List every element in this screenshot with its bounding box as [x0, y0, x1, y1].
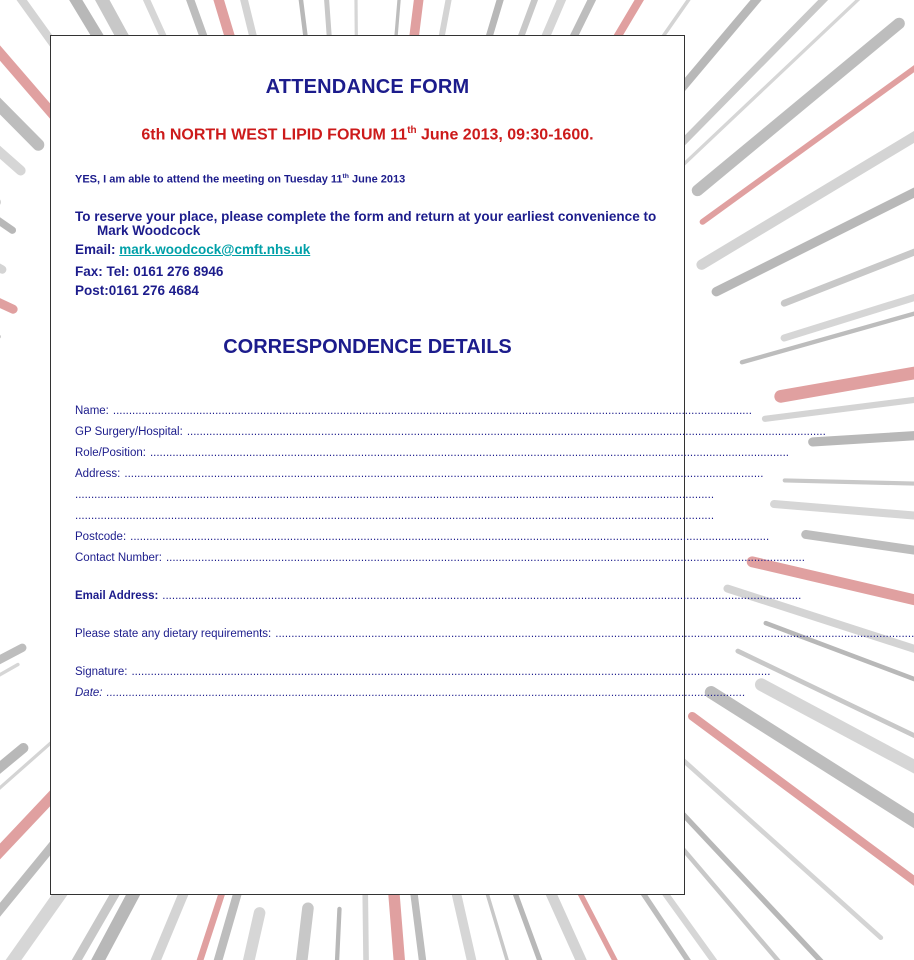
yes-text: YES, I am able to attend the meeting on Tuesday 11: [75, 173, 343, 186]
email-address-dots: ........................................................................................................................................................................................................: [162, 590, 802, 602]
burst-ray: [327, 909, 339, 960]
email-label: Email:: [75, 242, 120, 257]
gp-label: GP Surgery/Hospital:: [75, 426, 183, 438]
subtitle-sup: th: [407, 125, 417, 136]
burst-ray: [277, 908, 308, 960]
role-label: Role/Position:: [75, 447, 146, 459]
burst-ray: [0, 176, 13, 310]
burst-ray: [781, 349, 914, 396]
fax-line: Fax: Tel: 0161 276 8946: [75, 264, 224, 279]
date-dots: ........................................................................................................................................................................................................: [106, 687, 746, 699]
dietary-label: Please state any dietary requirements:: [75, 628, 272, 640]
burst-ray: [456, 894, 515, 960]
gp-field[interactable]: [75, 424, 826, 440]
email-address-field[interactable]: [75, 588, 802, 604]
role-dots: ........................................................................................................................................................................................................: [149, 447, 789, 459]
burst-ray: [784, 262, 914, 338]
post-line: Post:0161 276 4684: [75, 283, 199, 298]
contact-number-label: Contact Number:: [75, 552, 162, 564]
event-subtitle: [51, 125, 684, 144]
dietary-dots: ........................................................................................................................................................................................................: [275, 628, 914, 640]
contact-number-field[interactable]: [75, 550, 805, 566]
name-field[interactable]: [75, 403, 752, 419]
signature-label: Signature:: [75, 666, 128, 678]
address-field[interactable]: [75, 466, 764, 482]
burst-ray: [785, 480, 914, 487]
burst-ray: [716, 157, 914, 292]
burst-ray: [774, 504, 914, 527]
postcode-label: Postcode:: [75, 531, 127, 543]
postcode-dots: ........................................................................................................................................................................................................: [130, 531, 770, 543]
burst-ray: [659, 0, 869, 188]
date-field[interactable]: [75, 685, 746, 701]
address-line-3[interactable]: [75, 508, 715, 524]
burst-ray: [0, 7, 21, 171]
burst-ray: [365, 885, 369, 960]
attendance-form-page: [50, 35, 914, 895]
role-field[interactable]: [75, 445, 789, 461]
yes-date: June 2013: [348, 173, 406, 186]
name-dots: ........................................................................................................................................................................................................: [112, 405, 752, 417]
subtitle-date: June 2013, 09:30-1600.: [416, 126, 594, 144]
burst-ray: [0, 664, 18, 815]
signature-dots: ........................................................................................................................................................................................................: [131, 666, 771, 678]
date-label: Date:: [75, 687, 103, 699]
address-label: Address:: [75, 468, 121, 480]
burst-ray: [806, 534, 914, 570]
dietary-field[interactable]: [75, 626, 914, 642]
postcode-field[interactable]: [75, 529, 770, 545]
address-dots: ........................................................................................................................................................................................................: [124, 468, 764, 480]
address-line-2-dots: ........................................................................................................................................................................................................: [75, 489, 715, 501]
reserve-instructions: To reserve your place, please complete the form and return at your earliest convenience to Mark Woodcock: [75, 209, 657, 238]
gp-dots: ........................................................................................................................................................................................................: [186, 426, 826, 438]
attendance-confirmation: [75, 173, 405, 186]
signature-field[interactable]: [75, 664, 771, 680]
contact-number-dots: ........................................................................................................................................................................................................: [165, 552, 805, 564]
email-address-label: Email Address:: [75, 590, 159, 602]
email-line: [75, 242, 310, 257]
address-line-3-dots: ........................................................................................................................................................................................................: [75, 510, 715, 522]
burst-ray: [441, 0, 489, 38]
burst-ray: [813, 427, 914, 442]
address-line-2[interactable]: [75, 487, 715, 503]
page-title: ATTENDANCE FORM: [265, 76, 470, 98]
name-label: Name:: [75, 405, 109, 417]
subtitle-main: 6th NORTH WEST LIPID FORUM 11: [141, 126, 408, 144]
yes-sup: th: [342, 173, 349, 180]
section-heading: CORRESPONDENCE DETAILS: [223, 336, 512, 358]
email-link[interactable]: mark.woodcock@cmft.nhs.uk: [119, 242, 311, 257]
